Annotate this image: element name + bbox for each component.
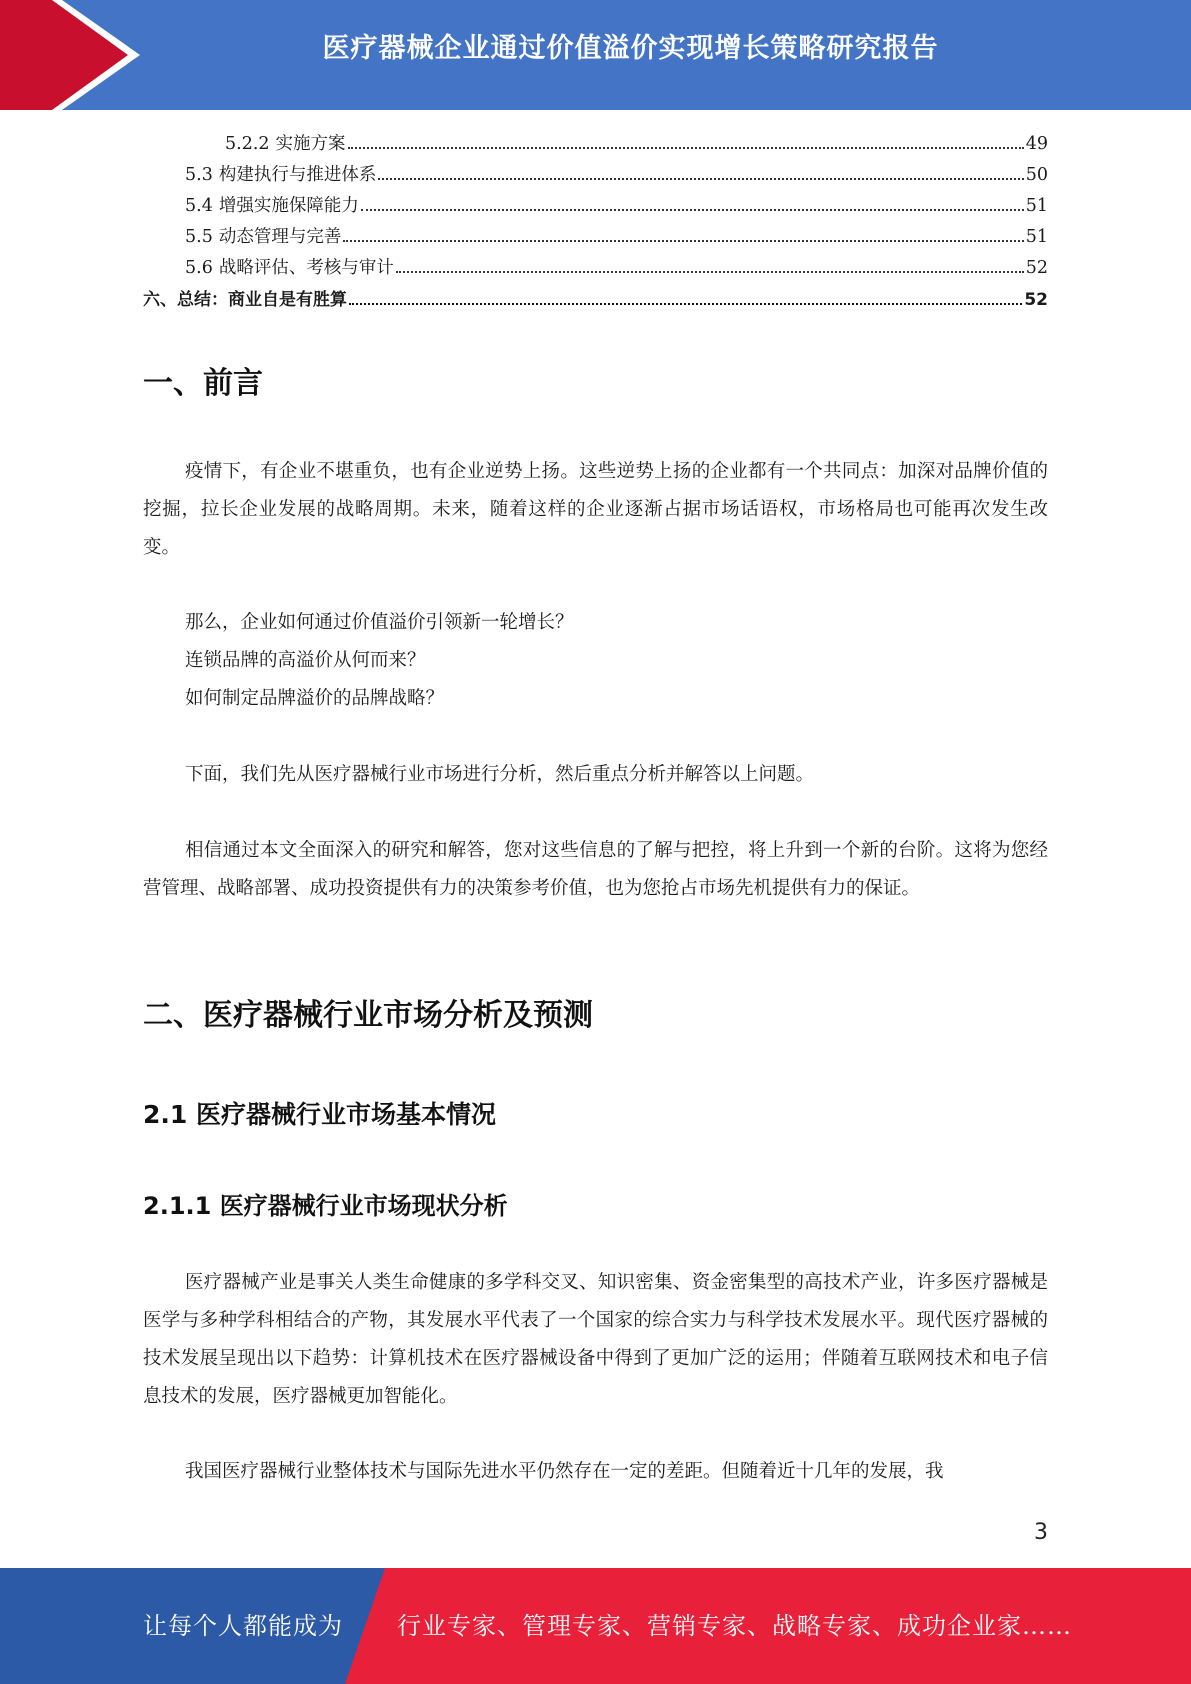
toc-leader	[348, 146, 1024, 149]
report-title: 医疗器械企业通过价值溢价实现增长策略研究报告	[322, 33, 939, 64]
toc-entry[interactable]	[143, 223, 1048, 254]
toc-page: 51	[1025, 196, 1048, 216]
question-item: 连锁品牌的高溢价从何而来？	[185, 650, 426, 671]
toc-page: 51	[1025, 227, 1048, 247]
toc-entry[interactable]	[143, 130, 1048, 161]
question-item: 那么，企业如何通过价值溢价引领新一轮增长？	[185, 612, 574, 633]
table-of-contents	[143, 130, 1048, 316]
toc-page: 52	[1025, 258, 1048, 278]
page-footer	[0, 1568, 1191, 1684]
header-chevron-graphic	[0, 0, 150, 110]
toc-label: 构建执行与推进体系	[218, 165, 377, 185]
toc-entry[interactable]	[143, 161, 1048, 192]
toc-leader	[378, 177, 1023, 180]
page-number: 3	[1034, 1520, 1048, 1545]
toc-number: 5.5	[185, 227, 213, 247]
toc-leader	[343, 239, 1023, 242]
page-header	[0, 0, 1191, 110]
toc-label: 实施方案	[275, 134, 346, 154]
toc-number: 5.3	[185, 165, 213, 185]
section-heading-market-analysis: 二、医疗器械行业市场分析及预测	[143, 998, 593, 1033]
toc-label: 六、总结：商业自是有胜算	[143, 290, 347, 310]
toc-leader	[361, 208, 1024, 211]
subsection-heading-2-1: 2.1 医疗器械行业市场基本情况	[143, 1100, 496, 1129]
toc-entry[interactable]	[143, 285, 1048, 316]
toc-number: 5.2.2	[225, 134, 270, 154]
preface-paragraph-2: 下面，我们先从医疗器械行业市场进行分析，然后重点分析并解答以上问题。	[185, 764, 815, 785]
toc-page: 49	[1025, 134, 1048, 154]
section-heading-preface: 一、前言	[143, 366, 263, 401]
toc-number: 5.4	[185, 196, 213, 216]
subsection-heading-2-1-1: 2.1.1 医疗器械行业市场现状分析	[143, 1192, 508, 1220]
toc-page: 52	[1024, 290, 1048, 310]
preface-paragraph-3: 相信通过本文全面深入的研究和解答，您对这些信息的了解与把控，将上升到一个新的台阶。这将为您经营管理、战略部署、成功投资提供有力的决策参考价值，也为您抢占市场先机提供有力的保证。	[143, 840, 1048, 899]
toc-entry[interactable]	[143, 192, 1048, 223]
footer-slogan-right: 行业专家、管理专家、营销专家、战略专家、成功企业家……	[397, 1612, 1072, 1640]
toc-leader	[349, 302, 1022, 305]
footer-slogan-left: 让每个人都能成为	[143, 1612, 343, 1640]
market-paragraph-1: 医疗器械产业是事关人类生命健康的多学科交叉、知识密集、资金密集型的高技术产业，许多医疗器械是医学与多种学科相结合的产物，其发展水平代表了一个国家的综合实力与科学技术发展水平。现代医疗器械的技术发展呈现出以下趋势：计算机技术在医疗器械设备中得到了更加广泛的运用；伴随着互联网技术和电子信息技术的发展，医疗器械更加智能化。	[143, 1272, 1048, 1407]
toc-number: 5.6	[185, 258, 213, 278]
question-list	[143, 604, 1048, 718]
toc-label: 动态管理与完善	[218, 227, 342, 247]
preface-paragraph-1: 疫情下，有企业不堪重负，也有企业逆势上扬。这些逆势上扬的企业都有一个共同点：加深对品牌价值的挖掘，拉长企业发展的战略周期。未来，随着这样的企业逐渐占据市场话语权，市场格局也可能再次发生改变。	[143, 461, 1048, 558]
toc-entry[interactable]	[143, 254, 1048, 285]
market-paragraph-2: 我国医疗器械行业整体技术与国际先进水平仍然存在一定的差距。但随着近十几年的发展，我	[185, 1461, 944, 1482]
question-item: 如何制定品牌溢价的品牌战略？	[185, 688, 445, 709]
toc-leader	[396, 270, 1024, 273]
toc-label: 战略评估、考核与审计	[218, 258, 394, 278]
toc-label: 增强实施保障能力	[218, 196, 359, 216]
toc-page: 50	[1025, 165, 1048, 185]
